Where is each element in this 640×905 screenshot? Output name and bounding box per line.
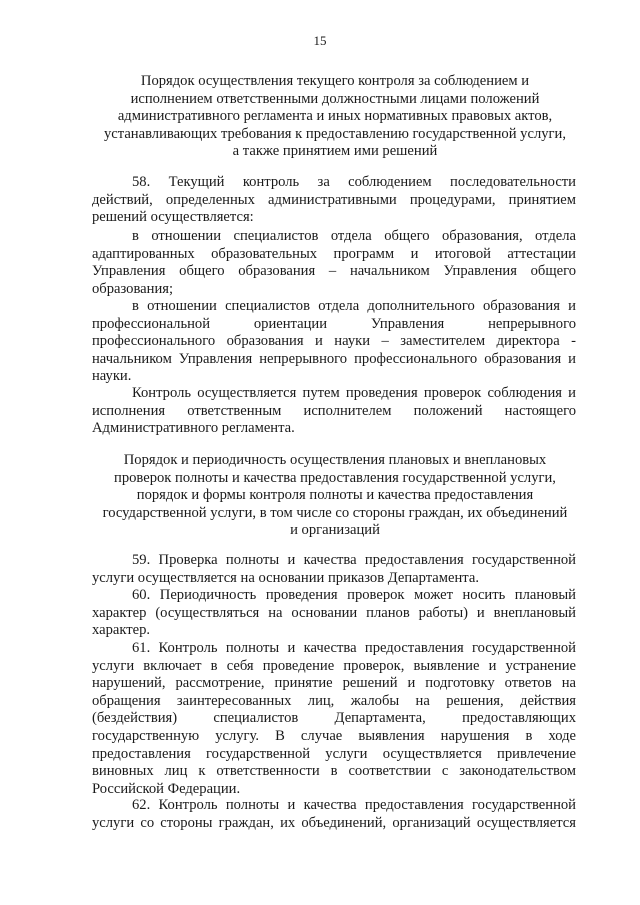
heading-line: государственной услуги, в том числе со стороны граждан, их объединений [102,504,568,521]
heading-line: проверок полноты и качества предоставления государственной услуги, [114,469,556,486]
text-line: Управления общего образования – начальником Управления общего [92,263,576,280]
text-line: исполнения ответственным исполнителем положений настоящего [92,402,576,419]
text-line: 61. Контроль полноты и качества предоставления государственной [132,640,576,656]
page-number: 15 [313,33,327,48]
section-heading-inspections [80,452,590,540]
heading-line: и организаций [290,522,380,539]
text-line: услуги включает в себя проведение проверок, выявление и устранение [92,657,576,674]
text-line: государственную услугу. В случае выявления нарушения в ходе [92,727,576,744]
heading-line: устанавливающих требования к предоставлению государственной услуги, [104,125,566,142]
paragraph-58-general-education [92,228,576,298]
paragraph-59 [92,552,576,587]
text-line: 60. Периодичность проведения проверок может носить плановый [132,587,576,603]
paragraph-58-additional-education [92,298,576,386]
text-line: решений осуществляется: [92,209,254,226]
heading-line: Порядок осуществления текущего контроля за соблюдением и [140,73,530,89]
text-line: (бездействия) специалистов Департамента, предоставляющих [92,710,576,727]
text-line: профессиональной ориентации Управления непрерывного [92,315,576,332]
text-line: 62. Контроль полноты и качества предоставления государственной [132,797,576,813]
paragraph-58-control-method [92,385,576,438]
heading-line: административного регламента и иных нормативных правовых актов, [117,108,553,125]
paragraph-60 [92,587,576,640]
text-line: нарушений, рассмотрение, принятие решений и подготовку ответов на [92,675,576,692]
heading-line: а также принятием ими решений [232,143,438,160]
text-line: науки. [92,368,132,385]
paragraph-62 [92,797,576,832]
text-line: услуги осуществляется на основании приказов Департамента. [92,569,479,586]
text-line: адаптированных образовательных программ и итоговой аттестации [92,245,576,262]
text-line: 59. Проверка полноты и качества предоставления государственной [132,552,576,568]
text-line: Российской Федерации. [92,780,241,797]
text-line: действий, определенных административными процедурами, принятием [92,191,576,208]
text-line: начальником Управления непрерывного профессионального образования и [92,350,576,367]
text-line: 58. Текущий контроль за соблюдением последовательности [132,174,576,190]
heading-line: порядок и формы контроля полноты и качества предоставления [136,487,534,504]
text-line: характер (осуществляться на основании планов работы) и внеплановый [92,604,576,621]
text-line: обращения заинтересованных лиц, жалобы на решения, действия [92,692,576,709]
text-line: в отношении специалистов отдела общего образования, отдела [132,228,576,244]
text-line: предоставления государственной услуги осуществляется привлечение [92,745,576,762]
section-heading-current-control [80,73,590,161]
text-line: образования; [92,280,174,297]
text-line: профессионального образования и науки – заместителем директора - [92,333,576,350]
paragraph-61 [92,640,576,798]
text-line: характер. [92,622,151,639]
text-line: виновных лиц к ответственности в соответствии с законодательством [92,763,576,780]
text-line: в отношении специалистов отдела дополнительного образования и [132,298,576,314]
text-line: Административного регламента. [92,420,295,437]
heading-line: исполнением ответственными должностными лицами положений [130,90,540,107]
text-line: Контроль осуществляется путем проведения проверок соблюдения и [132,385,576,401]
text-line: услуги со стороны граждан, их объединений, организаций осуществляется [92,814,576,831]
paragraph-58 [92,174,576,227]
heading-line: Порядок и периодичность осуществления плановых и внеплановых [123,452,547,468]
